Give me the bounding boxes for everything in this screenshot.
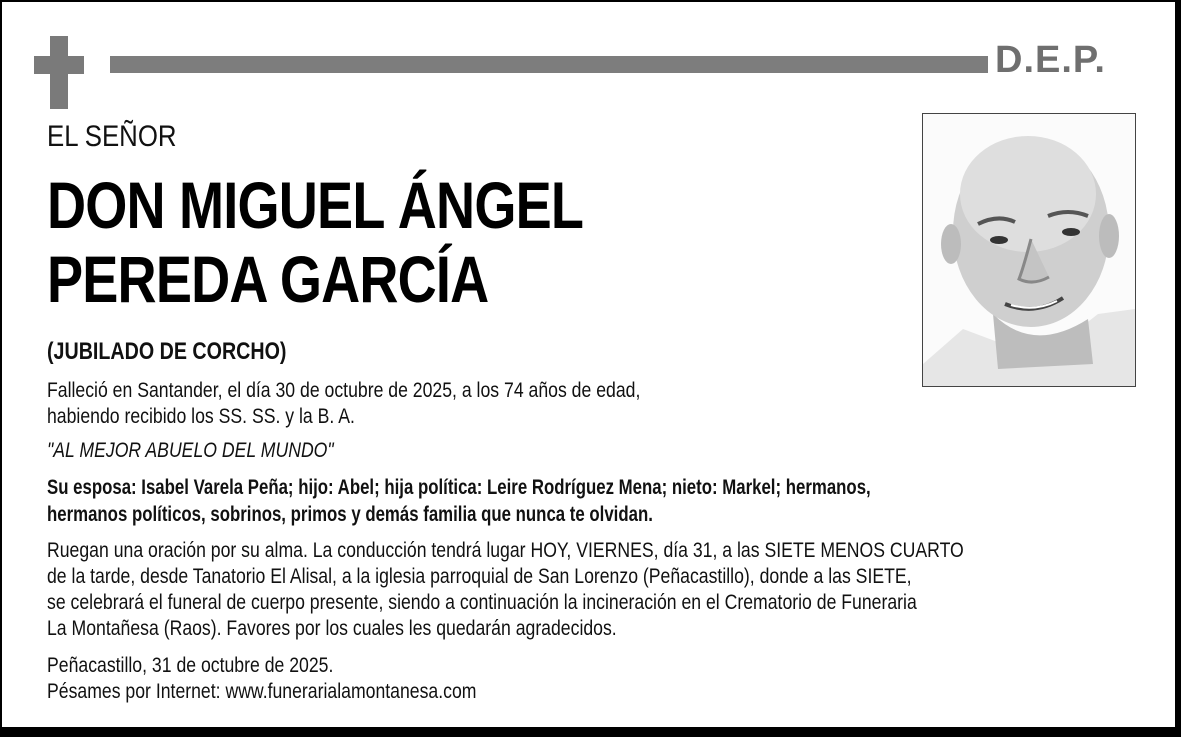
header-rule <box>110 56 988 73</box>
profession: (JUBILADO DE CORCHO) <box>47 338 287 365</box>
name-line-2: PEREDA GARCÍA <box>47 242 489 316</box>
deceased-name <box>47 168 583 316</box>
service-line-4: La Montañesa (Raos). Favores por los cuales les quedarán agradecidos. <box>47 617 617 640</box>
service-line-3: se celebrará el funeral de cuerpo presente, siendo a continuación la incineración en el Crematorio de Funeraria <box>47 591 917 614</box>
family-line-2: hermanos políticos, sobrinos, primos y demás familia que nunca te olvidan. <box>47 503 653 526</box>
death-info-line-2: habiendo recibido los SS. SS. y la B. A. <box>47 405 355 428</box>
death-info-line-1: Falleció en Santander, el día 30 de octubre de 2025, a los 74 años de edad, <box>47 379 641 402</box>
service-line-1: Ruegan una oración por su alma. La conducción tendrá lugar HOY, VIERNES, día 31, a las SIETE MENOS CUARTO <box>47 539 964 562</box>
place-date: Peñacastillo, 31 de octubre de 2025. <box>47 654 334 677</box>
portrait-photo <box>922 113 1136 387</box>
condolences-link: Pésames por Internet: www.funerarialamontanesa.com <box>47 680 477 703</box>
portrait-photo-icon <box>923 114 1135 386</box>
service-line-2: de la tarde, desde Tanatorio El Alisal, a la iglesia parroquial de San Lorenzo (Peñacastillo), donde a las SIETE, <box>47 565 912 588</box>
obituary-notice <box>2 2 1175 727</box>
name-line-1: DON MIGUEL ÁNGEL <box>47 168 584 242</box>
dedication: "AL MEJOR ABUELO DEL MUNDO" <box>47 439 334 462</box>
bottom-frame-bar <box>0 727 1181 737</box>
dep-label: D.E.P. <box>995 39 1106 81</box>
family-line-1: Su esposa: Isabel Varela Peña; hijo: Abel; hija política: Leire Rodríguez Mena; nieto: Markel; hermanos, <box>47 476 871 499</box>
honorific-prefix: EL SEÑOR <box>47 120 177 153</box>
